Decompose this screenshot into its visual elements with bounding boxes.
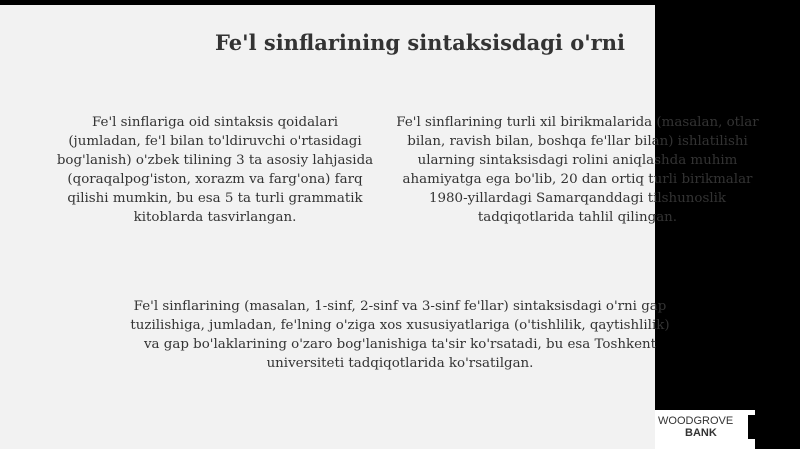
logo-black-block bbox=[748, 415, 800, 439]
paragraph-bottom: Fe'l sinflarining (masalan, 1-sinf, 2-sinf va 3-sinf fe'llar) sintaksisdagi o'rni gap tuzilishiga, jumladan, fe'lning o'ziga xos xususiyatlariga (o'tishlilik, qaytishlilik) va gap bo'laklarining o'zaro bog'lanishiga ta'sir ko'rsatadi, bu esa Toshkent universiteti tadqiqotlarida ko'rsatilgan. bbox=[130, 299, 670, 371]
paragraph-right: Fe'l sinflarining turli xil birikmalarida (masalan, otlar bilan, ravish bilan, boshqa fe'llar bilan) ishlatilishi ularning sintaksisdagi rolini aniqlashda muhim ahamiyatga ega bo'lib, 20 dan ortiq turli birikmalar 1980-yillardagi Samarqanddagi tilshunoslik tadqiqotlarida tahlil qilingan. bbox=[396, 115, 759, 225]
logo-line-woodgrove: WOODGROVE bbox=[658, 415, 734, 427]
slide bbox=[0, 5, 655, 449]
logo-line-bank: BANK bbox=[685, 427, 717, 439]
slide-title: Fe'l sinflarining sintaksisdagi o'rni bbox=[215, 30, 625, 55]
company-logo bbox=[658, 415, 748, 439]
paragraph-left: Fe'l sinflariga oid sintaksis qoidalari (jumladan, fe'l bilan to'ldiruvchi o'rtasidagi bog'lanish) o'zbek tilining 3 ta asosiy lahjasida (qoraqalpog'iston, xorazm va farg'ona) farq qilishi mumkin, bu esa 5 ta turli grammatik kitoblarda tasvirlangan. bbox=[56, 115, 374, 225]
